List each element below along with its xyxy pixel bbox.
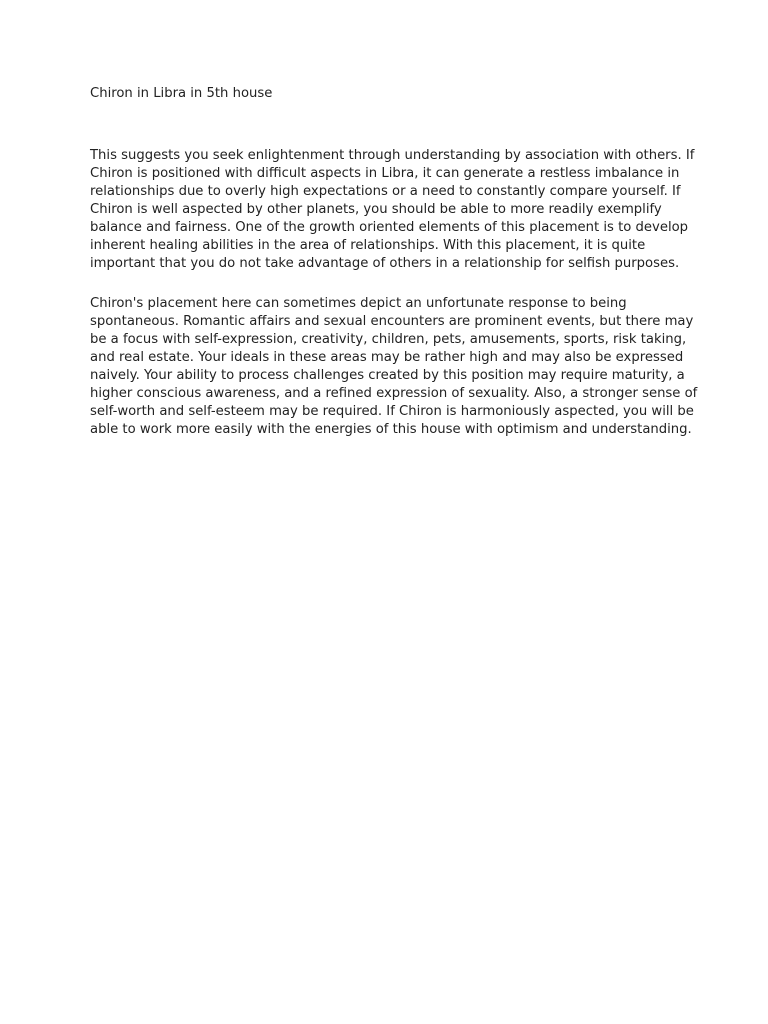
document-title: Chiron in Libra in 5th house bbox=[90, 86, 273, 101]
paragraph-line: self-worth and self-esteem may be required. If Chiron is harmoniously aspected, you will be bbox=[90, 404, 694, 419]
paragraph-line: Chiron is well aspected by other planets, you should be able to more readily exemplify bbox=[90, 202, 662, 217]
paragraph-line: naively. Your ability to process challenges created by this position may require maturity, a bbox=[90, 368, 685, 383]
paragraph-2 bbox=[90, 295, 697, 439]
paragraph-line: Chiron is positioned with difficult aspects in Libra, it can generate a restless imbalance in bbox=[90, 166, 680, 181]
paragraph-line: higher conscious awareness, and a refined expression of sexuality. Also, a stronger sense of bbox=[90, 386, 698, 401]
paragraph-line: able to work more easily with the energies of this house with optimism and understanding. bbox=[90, 422, 692, 437]
paragraph-line: important that you do not take advantage of others in a relationship for selfish purposes. bbox=[90, 256, 680, 271]
paragraph-line: This suggests you seek enlightenment through understanding by association with others. If bbox=[90, 148, 695, 163]
paragraph-line: relationships due to overly high expectations or a need to constantly compare yourself. If bbox=[90, 184, 681, 199]
paragraph-line: balance and fairness. One of the growth oriented elements of this placement is to develop bbox=[90, 220, 689, 235]
paragraph-line: and real estate. Your ideals in these areas may be rather high and may also be expressed bbox=[90, 350, 684, 365]
paragraph-line: be a focus with self-expression, creativity, children, pets, amusements, sports, risk taking, bbox=[90, 332, 687, 347]
paragraph-line: inherent healing abilities in the area of relationships. With this placement, it is quite bbox=[90, 238, 646, 253]
paragraph-line: Chiron's placement here can sometimes depict an unfortunate response to being bbox=[90, 296, 627, 311]
paragraph-1 bbox=[90, 147, 694, 273]
paragraph-line: spontaneous. Romantic affairs and sexual encounters are prominent events, but there may bbox=[90, 314, 694, 329]
